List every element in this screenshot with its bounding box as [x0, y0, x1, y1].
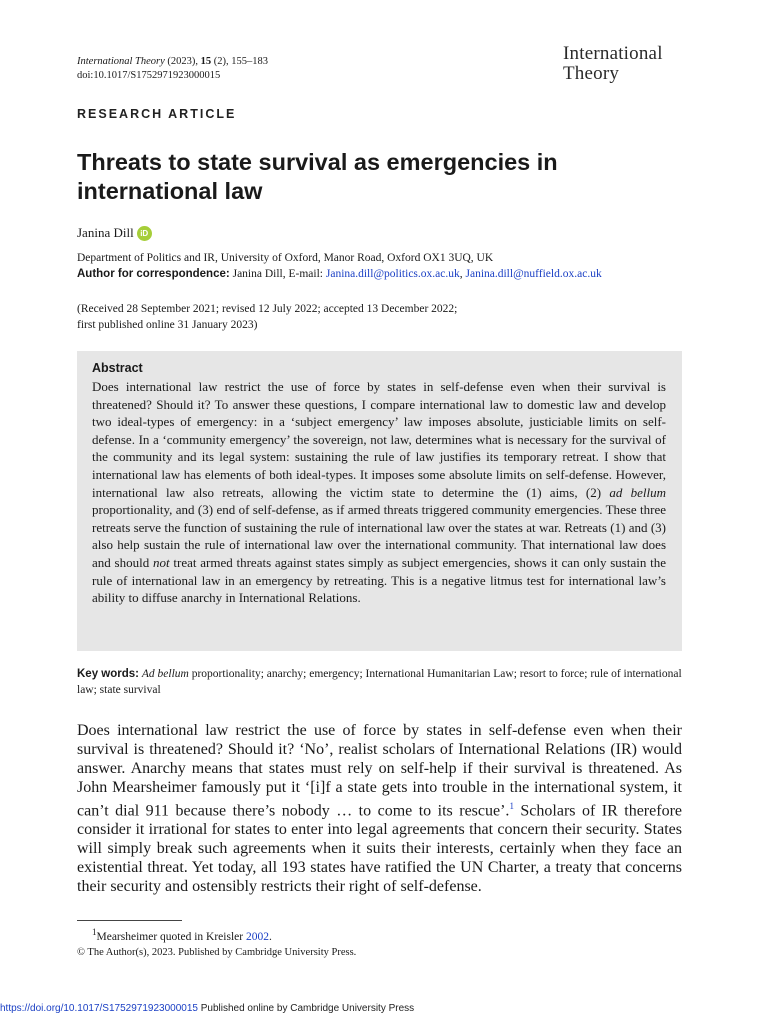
article-type: RESEARCH ARTICLE — [77, 107, 237, 121]
article-doi: doi:10.1017/S1752971923000015 — [77, 70, 221, 81]
body-text-part-2: Scholars of IR therefore consider it irrational for states to enter into legal agreements that concern their security. States will simply break such agreements when it suits their interests, certainly when they face an existential threat. Yet today, all 193 states have ratified the UN Charter, a treaty that concerns their security and ostensibly restricts their right of self-defense. — [77, 802, 682, 896]
footnote-divider — [77, 920, 182, 921]
email-link-politics[interactable]: Janina.dill@politics.ox.ac.uk — [325, 268, 460, 280]
footnote-number: 1 — [92, 927, 97, 937]
footnote — [92, 927, 272, 943]
abstract-heading: Abstract — [92, 361, 143, 375]
footnote-end: . — [268, 930, 272, 943]
correspondence-text: Janina Dill, E-mail: — [232, 268, 323, 280]
footnote-citation-link[interactable]: 2002 — [245, 930, 269, 943]
journal-volume: 15 — [200, 56, 212, 67]
keywords — [77, 666, 687, 698]
abstract-italic-ad-bellum: ad bellum — [609, 484, 666, 500]
publication-dates — [77, 301, 697, 333]
abstract-text — [92, 378, 666, 607]
journal-name: International Theory — [77, 56, 165, 67]
bottom-bar-text: Published online by Cambridge University Press — [197, 1003, 415, 1014]
journal-year: (2023), — [167, 56, 199, 67]
abstract-text-part-1: Does international law restrict the use of force by states in self-defense even when their survival is threatened? Should it? To answer these questions, I compare international law to domestic law and develop two ideal-types of emergency: in a ‘subject emergency’ law imposes absolute, justiciable limits on self-defense. In a ‘community emergency’ the sovereign, not law, determines what is necessary for the survival of the community and its legal system: sustaining the rule of law justifies its temporary retreat. I show that international law has elements of both ideal-types. It imposes some absolute limits on self-defense. However, international law also retreats, allowing the victim state to determine the (1) aims, (2) — [92, 379, 666, 500]
keywords-text: proportionality; anarchy; emergency; International Humanitarian Law; resort to force; rule of international law; state survival — [77, 668, 682, 696]
correspondence-line — [77, 266, 697, 282]
footnote-text: Mearsheimer quoted in Kreisler — [96, 930, 246, 943]
journal-logo — [563, 44, 663, 84]
logo-line-1: International — [563, 43, 663, 64]
article-title: Threats to state survival as emergencies in international law — [77, 149, 558, 204]
logo-line-2: Theory — [563, 63, 620, 84]
affiliation-block — [77, 250, 697, 282]
author-name[interactable]: Janina Dill — [77, 225, 134, 240]
dates-line-2: first published online 31 January 2023) — [77, 319, 258, 331]
email-link-nuffield[interactable]: Janina.dill@nuffield.ox.ac.uk — [465, 268, 602, 280]
journal-reference — [77, 55, 268, 83]
abstract-text-part-2: proportionality, and (3) end of self-defense, as if armed threats triggered community emergencies. These three retreats serve the function of sustaining the rule of international law over the states at war. Retreats (1) and (3) also help sustain the rule of international law over the international community. That international law does and should — [92, 502, 666, 570]
keywords-label: Key words: — [77, 668, 139, 680]
author-line — [77, 225, 152, 241]
keywords-italic: Ad bellum — [141, 668, 189, 680]
correspondence-label: Author for correspondence: — [77, 268, 230, 280]
body-text-part-1: Does international law restrict the use of force by states in self-defense even when their survival is threatened? Should it? ‘No’, realist scholars of International Relations (IR) would answer. Anarchy means that states must rely on self-help if their survival is threatened. As John Mearsheimer famously put it ‘[i]f a state gets into trouble in the international system, it can’t dial 911 because there’s nobody … to come to its rescue’. — [77, 722, 682, 820]
abstract-text-part-3: treat armed threats against states simply as subject emergencies, shows it can only sustain the rule of international law in an emergency by retreating. This is a negative litmus test for international law’s ability to diffuse anarchy in International Relations. — [92, 554, 666, 606]
abstract-box — [77, 351, 682, 651]
copyright: © The Author(s), 2023. Published by Cambridge University Press. — [77, 947, 357, 958]
dates-line-1: (Received 28 September 2021; revised 12 July 2022; accepted 13 December 2022; — [77, 303, 458, 315]
affiliation: Department of Politics and IR, University of Oxford, Manor Road, Oxford OX1 3UQ, UK — [77, 252, 494, 264]
doi-link[interactable]: https://doi.org/10.1017/S1752971923000015 — [0, 1003, 198, 1014]
bottom-bar — [0, 1003, 414, 1014]
orcid-icon[interactable]: iD — [137, 226, 152, 241]
body-paragraph — [77, 721, 682, 896]
abstract-italic-not: not — [152, 554, 170, 570]
email-separator: , — [459, 268, 463, 280]
journal-issue-pages: (2), 155–183 — [213, 56, 269, 67]
footnote-reference[interactable]: 1 — [509, 801, 514, 811]
